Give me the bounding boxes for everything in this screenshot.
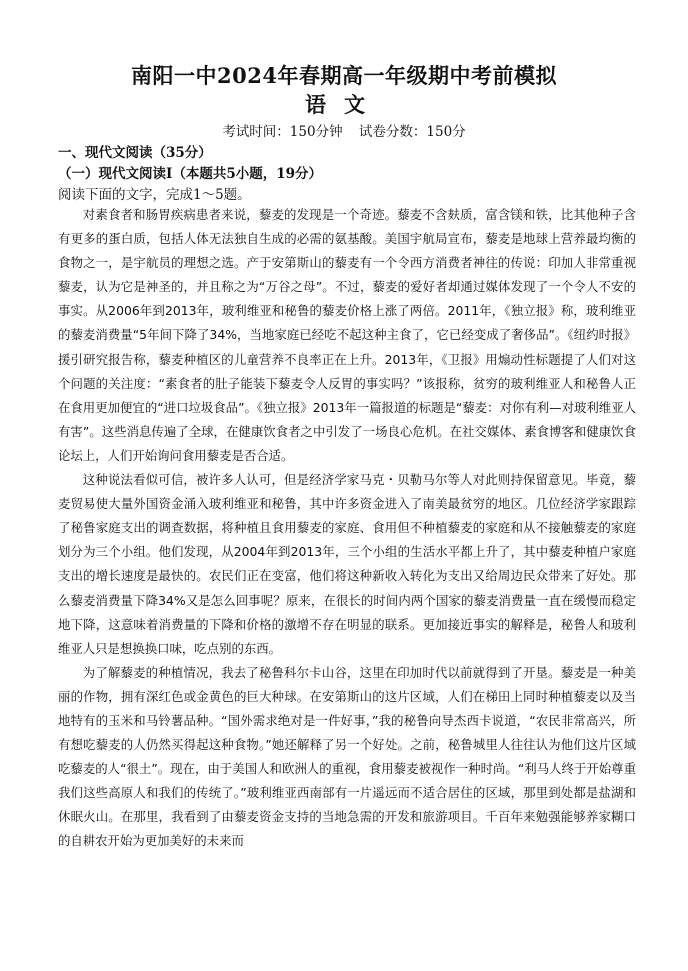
- exam-title: 南阳一中2024年春期高一年级期中考前模拟: [131, 63, 557, 88]
- subsection-heading: （一）现代文阅读Ⅰ（本题共5小题，19分）: [58, 166, 322, 182]
- exam-time: 考试时间：150分钟: [222, 124, 343, 140]
- reading-instruction: 阅读下面的文字，完成1～5题。: [58, 187, 251, 203]
- subject-title: 语文: [305, 92, 383, 117]
- passage-paragraph-2: 这种说法看似可信，被许多人认可，但是经济学家马克・贝勒马尔等人对此则持保留意见。毕竟，藜麦贸易使大量外国资金涌入玻利维亚和秘鲁，其中许多资金进入了南美最贫穷的地区。几位经济学家跟踪了秘鲁家庭支出的调查数据，将种植且食用藜麦的家庭、食用但不种植藜麦的家庭和从不接触藜麦的家庭划分为三个小组。他们发现，从2004年到2013年，三个小组的生活水平都上升了，其中藜麦种植户家庭支出的增长速度是最快的。农民们正在变富，他们将这种新收入转化为支出又给周边民众带来了好处。那么藜麦消费量下降34%又是怎么回事呢？原来，在很长的时间内两个国家的藜麦消费量一直在缓慢而稳定地下降，这意味着消费量的下降和价格的激增不存在明显的联系。更加接近事实的解释是，秘鲁人和玻利维亚人只是想换换口味，吃点别的东西。: [58, 472, 636, 656]
- section-heading: 一、现代文阅读（35分）: [58, 145, 212, 161]
- reading-passage: [58, 203, 636, 854]
- exam-score: 试卷分数：150分: [358, 124, 466, 140]
- passage-paragraph-3: 为了解藜麦的种植情况，我去了秘鲁科尔卡山谷，这里在印加时代以前就得到了开垦。藜麦是一种美丽的作物，拥有深红色或金黄色的巨大种球。在安第斯山的这片区域，人们在梯田上同时种植藜麦以及当地特有的玉米和马铃薯品种。“国外需求绝对是一件好事，”我的秘鲁向导杰西卡说道，“农民非常高兴，所有想吃藜麦的人仍然买得起这种食物。”她还解释了另一个好处。之前，秘鲁城里人往往认为他们这片区域吃藜麦的人“很土”。现在，由于美国人和欧洲人的重视，食用藜麦被视作一种时尚。“利马人终于开始尊重我们这些高原人和我们的传统了。”玻利维亚西南部有一片遥远而不适合居住的区域，那里到处都是盐湖和休眠火山。在那里，我看到了由藜麦资金支持的当地急需的开发和旅游项目。千百年来勉强能够养家糊口的自耕农开始为更加美好的未来而: [58, 664, 636, 849]
- passage-paragraph-1: 对素食者和肠胃疾病患者来说，藜麦的发现是一个奇迹。藜麦不含麸质，富含镁和铁，比其他种子含有更多的蛋白质，包括人体无法独自生成的必需的氨基酸。美国宇航局宣布，藜麦是地球上营养最均衡的食物之一，是宇航员的理想之选。产于安第斯山的藜麦有一个令西方消费者神往的传说：印加人非常重视藜麦，认为它是神圣的，并且称之为“万谷之母”。不过，藜麦的爱好者却通过媒体发现了一个令人不安的事实。从2006年到2013年，玻利维亚和秘鲁的藜麦价格上涨了两倍。2011年，《独立报》称，玻利维亚的藜麦消费量“5年间下降了34%，当地家庭已经吃不起这种主食了，它已经变成了奢侈品”。《纽约时报》援引研究报告称，藜麦种植区的儿童营养不良率正在上升。2013年，《卫报》用煽动性标题提了人们对这个问题的关注度：“素食者的肚子能装下藜麦令人反胃的事实吗？”该报称，贫穷的玻利维亚人和秘鲁人正在食用更加便宜的“进口垃圾食品”。《独立报》2013年一篇报道的标题是“藜麦：对你有利—对玻利维亚人有害”。这些消息传遍了全球，在健康饮食者之中引发了一场良心危机。在社交媒体、素食博客和健康饮食论坛上，人们开始询问食用藜麦是否合适。: [58, 207, 636, 463]
- exam-meta: [0, 120, 688, 140]
